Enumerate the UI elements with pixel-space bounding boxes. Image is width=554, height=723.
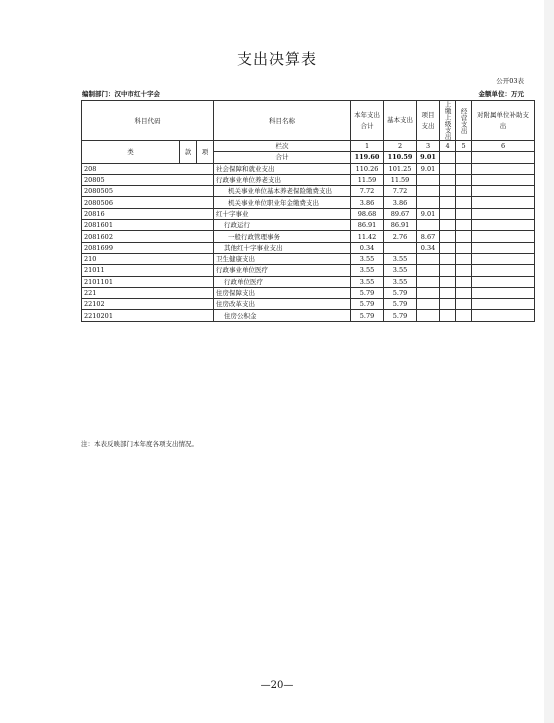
row-code: 221 <box>82 287 214 298</box>
header-subject-code: 科目代码 <box>82 101 214 141</box>
row-name: 红十字事业 <box>214 208 351 219</box>
empty-cell <box>472 242 535 253</box>
header-upper <box>440 101 456 141</box>
empty-cell <box>456 163 472 174</box>
row-total: 3.55 <box>351 253 384 264</box>
expenditure-table <box>81 100 535 322</box>
empty-cell <box>456 299 472 310</box>
row-basic: 5.79 <box>384 310 417 321</box>
empty-cell <box>440 231 456 242</box>
header-subsidy <box>472 101 535 141</box>
row-total: 5.79 <box>351 310 384 321</box>
column-number-row <box>82 141 535 152</box>
total-project: 9.01 <box>417 152 440 163</box>
row-total: 0.34 <box>351 242 384 253</box>
empty-cell <box>472 299 535 310</box>
footnote: 注：本表反映部门本年度各项支出情况。 <box>81 440 198 448</box>
row-total: 3.55 <box>351 265 384 276</box>
empty-cell <box>440 265 456 276</box>
empty-cell <box>456 276 472 287</box>
empty-cell <box>472 310 535 321</box>
row-code: 2101101 <box>82 276 214 287</box>
empty-cell <box>456 242 472 253</box>
empty-cell <box>440 310 456 321</box>
row-basic: 5.79 <box>384 287 417 298</box>
row-name: 行政事业单位养老支出 <box>214 174 351 185</box>
table-row <box>82 208 535 219</box>
total-amount: 119.60 <box>351 152 384 163</box>
row-name: 机关事业单位职业年金缴费支出 <box>214 197 351 208</box>
column-number: 3 <box>417 141 440 152</box>
row-total: 86.91 <box>351 220 384 231</box>
row-code: 2080506 <box>82 197 214 208</box>
unit-label: 金额单位：万元 <box>478 90 524 98</box>
row-name: 一般行政管理事务 <box>214 231 351 242</box>
row-project <box>417 174 440 185</box>
header-heji: 合计 <box>214 152 351 163</box>
row-basic: 3.55 <box>384 265 417 276</box>
empty-cell <box>472 276 535 287</box>
empty-cell <box>456 208 472 219</box>
header-basic <box>384 101 417 141</box>
empty-cell <box>472 197 535 208</box>
empty-cell <box>456 287 472 298</box>
row-project <box>417 287 440 298</box>
form-code: 公开03表 <box>496 77 524 85</box>
total-basic: 110.59 <box>384 152 417 163</box>
empty-cell <box>456 220 472 231</box>
row-code: 2080505 <box>82 186 214 197</box>
empty-cell <box>456 265 472 276</box>
row-code: 21011 <box>82 265 214 276</box>
data-rows <box>82 163 535 321</box>
table-row <box>82 299 535 310</box>
table-row <box>82 197 535 208</box>
empty-cell <box>472 163 535 174</box>
empty-cell <box>440 163 456 174</box>
empty-cell <box>440 208 456 219</box>
header-xiang: 项 <box>197 141 214 164</box>
row-code: 22102 <box>82 299 214 310</box>
row-basic: 3.55 <box>384 253 417 264</box>
row-basic: 7.72 <box>384 186 417 197</box>
row-project: 9.01 <box>417 163 440 174</box>
empty-cell <box>472 253 535 264</box>
row-project: 9.01 <box>417 208 440 219</box>
row-total: 11.59 <box>351 174 384 185</box>
row-basic: 86.91 <box>384 220 417 231</box>
row-name: 住房保障支出 <box>214 287 351 298</box>
row-project <box>417 197 440 208</box>
header-basic-text: 基本支出 <box>387 116 414 125</box>
row-code: 208 <box>82 163 214 174</box>
empty-cell <box>440 276 456 287</box>
empty-cell <box>472 265 535 276</box>
department-label: 编制部门：汉中市红十字会 <box>82 90 160 98</box>
empty-cell <box>472 208 535 219</box>
header-lei: 类 <box>82 141 180 164</box>
empty-cell <box>472 220 535 231</box>
row-total: 7.72 <box>351 186 384 197</box>
header-business-text: 经营支出 <box>459 107 468 134</box>
empty-cell <box>456 231 472 242</box>
row-project: 0.34 <box>417 242 440 253</box>
row-basic: 5.79 <box>384 299 417 310</box>
row-project <box>417 253 440 264</box>
table-row <box>82 253 535 264</box>
header-subsidy-text: 对附属单位补助支出 <box>477 111 530 130</box>
empty-cell <box>440 174 456 185</box>
row-name: 住房公积金 <box>214 310 351 321</box>
row-basic <box>384 242 417 253</box>
row-code: 2081699 <box>82 242 214 253</box>
row-total: 5.79 <box>351 287 384 298</box>
header-kuan: 款 <box>180 141 197 164</box>
header-subject-name: 科目名称 <box>214 101 351 141</box>
row-basic: 3.55 <box>384 276 417 287</box>
row-project <box>417 220 440 231</box>
empty-cell <box>472 152 535 163</box>
empty-cell <box>440 253 456 264</box>
table-row <box>82 265 535 276</box>
page-title: 支出决算表 <box>236 50 317 68</box>
table-row <box>82 174 535 185</box>
empty-cell <box>440 220 456 231</box>
column-number: 1 <box>351 141 384 152</box>
row-total: 3.55 <box>351 276 384 287</box>
row-code: 2210201 <box>82 310 214 321</box>
empty-cell <box>440 186 456 197</box>
row-basic: 89.67 <box>384 208 417 219</box>
row-project <box>417 299 440 310</box>
empty-cell <box>440 197 456 208</box>
table-row <box>82 220 535 231</box>
row-code: 210 <box>82 253 214 264</box>
row-basic: 11.59 <box>384 174 417 185</box>
row-basic: 2.76 <box>384 231 417 242</box>
column-number: 5 <box>456 141 472 152</box>
row-total: 3.86 <box>351 197 384 208</box>
row-code: 20816 <box>82 208 214 219</box>
empty-cell <box>472 186 535 197</box>
table-row <box>82 310 535 321</box>
row-total: 11.42 <box>351 231 384 242</box>
header-project <box>417 101 440 141</box>
row-code: 20805 <box>82 174 214 185</box>
row-name: 社会保障和就业支出 <box>214 163 351 174</box>
column-number: 6 <box>472 141 535 152</box>
row-code: 2081602 <box>82 231 214 242</box>
row-project: 8.67 <box>417 231 440 242</box>
empty-cell <box>472 231 535 242</box>
table-row <box>82 287 535 298</box>
row-total: 5.79 <box>351 299 384 310</box>
empty-cell <box>456 310 472 321</box>
header-total <box>351 101 384 141</box>
empty-cell <box>456 253 472 264</box>
row-name: 行政单位医疗 <box>214 276 351 287</box>
empty-cell <box>472 174 535 185</box>
row-name: 机关事业单位基本养老保险缴费支出 <box>214 186 351 197</box>
row-project <box>417 265 440 276</box>
row-name: 其他红十字事业支出 <box>214 242 351 253</box>
header-total-text: 本年支出合计 <box>354 111 381 130</box>
row-name: 行政运行 <box>214 220 351 231</box>
column-number: 4 <box>440 141 456 152</box>
empty-cell <box>440 287 456 298</box>
row-total: 110.26 <box>351 163 384 174</box>
header-row <box>82 101 535 141</box>
row-name: 行政事业单位医疗 <box>214 265 351 276</box>
table-row <box>82 163 535 174</box>
header-business <box>456 101 472 141</box>
header-upper-text: 上缴上级支出 <box>443 101 452 140</box>
page-number: —20— <box>260 680 294 691</box>
row-code: 2081601 <box>82 220 214 231</box>
header-project-text: 项目支出 <box>421 111 435 130</box>
table-row <box>82 231 535 242</box>
empty-cell <box>456 152 472 163</box>
empty-cell <box>456 186 472 197</box>
row-total: 98.68 <box>351 208 384 219</box>
table-row <box>82 276 535 287</box>
row-name: 住房改革支出 <box>214 299 351 310</box>
empty-cell <box>440 152 456 163</box>
header-lanci: 栏次 <box>214 141 351 152</box>
table-row <box>82 186 535 197</box>
row-project <box>417 186 440 197</box>
row-name: 卫生健康支出 <box>214 253 351 264</box>
row-project <box>417 310 440 321</box>
empty-cell <box>456 174 472 185</box>
row-project <box>417 276 440 287</box>
row-basic: 101.25 <box>384 163 417 174</box>
empty-cell <box>440 299 456 310</box>
empty-cell <box>440 242 456 253</box>
column-number: 2 <box>384 141 417 152</box>
empty-cell <box>456 197 472 208</box>
row-basic: 3.86 <box>384 197 417 208</box>
table-row <box>82 242 535 253</box>
empty-cell <box>472 287 535 298</box>
